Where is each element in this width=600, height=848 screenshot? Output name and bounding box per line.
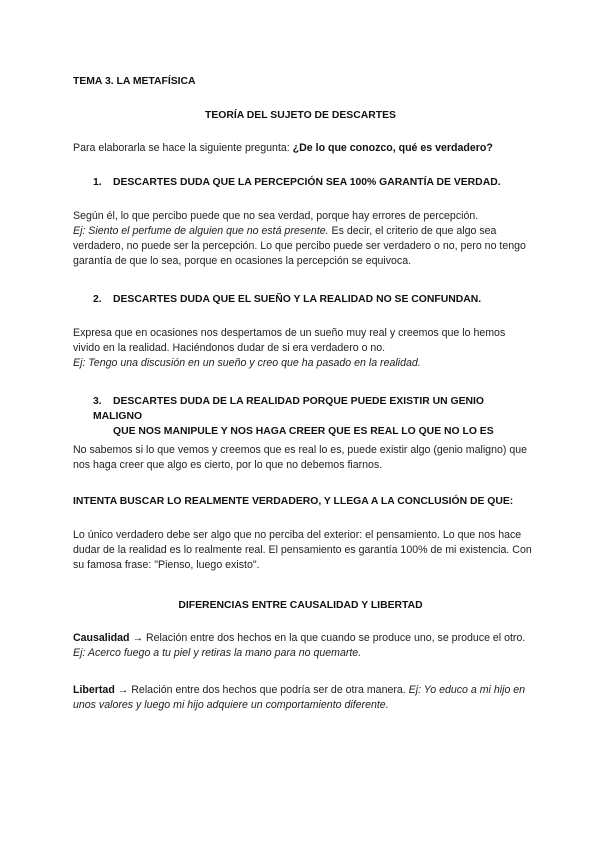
section-2-number: 2. <box>93 294 102 305</box>
causalidad-paragraph <box>73 631 533 661</box>
section-3-number: 3. <box>93 396 102 407</box>
conclusion-heading: INTENTA BUSCAR LO REALMENTE VERDADERO, Y LLEGA A LA CONCLUSIÓN DE QUE: <box>73 496 514 507</box>
section-2-text: Expresa que en ocasiones nos despertamos de un sueño muy real y creemos que lo hemos vivido en la realidad. Haciéndonos dudar de si era verdadero o no. <box>73 327 506 354</box>
section-1-heading-text: DESCARTES DUDA QUE LA PERCEPCIÓN SEA 100% GARANTÍA DE VERDAD. <box>113 177 501 188</box>
section-1-number: 1. <box>93 177 102 188</box>
intro-text: Para elaborarla se hace la siguiente pregunta: <box>73 142 293 154</box>
section-1-body <box>73 209 533 269</box>
differences-heading: DIFERENCIAS ENTRE CAUSALIDAD Y LIBERTAD <box>178 600 423 611</box>
section-3-heading-line2: QUE NOS MANIPULE Y NOS HAGA CREER QUE ES REAL LO QUE NO LO ES <box>113 426 494 437</box>
libertad-text: Relación entre dos hechos que podría ser de otra manera. <box>131 684 409 696</box>
libertad-arrow: → <box>114 684 132 696</box>
document-title: TEMA 3. LA METAFÍSICA <box>73 76 196 87</box>
libertad-paragraph <box>73 683 533 713</box>
libertad-term: Libertad <box>73 684 115 696</box>
conclusion-body: Lo único verdadero debe ser algo que no perciba del exterior: el pensamiento. Lo que nos hace dudar de la realidad es lo realmente real. El pensamiento es garantía 100% de mi existencia. Con su famosa frase: "Pienso, luego existo". <box>73 529 532 571</box>
section-1-line1: Según él, lo que percibo puede que no sea verdad, porque hay errores de percepción. <box>73 210 479 222</box>
causalidad-arrow: → <box>129 632 147 644</box>
section-3-heading-line1: DESCARTES DUDA DE LA REALIDAD PORQUE PUEDE EXISTIR UN GENIO MALIGNO <box>93 396 485 422</box>
intro-question: ¿De lo que conozco, qué es verdadero? <box>292 142 493 154</box>
section-1-heading <box>93 175 533 190</box>
section-2-heading-text: DESCARTES DUDA QUE EL SUEÑO Y LA REALIDAD NO SE CONFUNDAN. <box>113 294 482 305</box>
document-subtitle: TEORÍA DEL SUJETO DE DESCARTES <box>205 110 396 121</box>
section-1-example: Ej: Siento el perfume de alguien que no está presente. <box>73 225 329 237</box>
section-2-heading <box>93 292 533 307</box>
section-2-body <box>73 326 533 371</box>
libertad-example: Ej: Yo educo a mi hijo en unos valores y luego mi hijo adquiere un comportamiento diferente. <box>73 684 526 711</box>
causalidad-term: Causalidad <box>73 632 130 644</box>
section-1-rest: Es decir, el criterio de que algo sea verdadero, no puede ser la percepción. Lo que percibo puede ser verdadero o no, pero no tengo garantía de que lo sea, porque en ocasiones la percepción se equivoca. <box>73 225 526 267</box>
causalidad-example: Ej: Acerco fuego a tu piel y retiras la mano para no quemarte. <box>73 647 362 659</box>
section-2-example: Ej: Tengo una discusión en un sueño y creo que ha pasado en la realidad. <box>73 357 421 369</box>
intro-paragraph <box>73 141 533 156</box>
section-3-body: No sabemos si lo que vemos y creemos que es real lo es, puede existir algo (genio maligno) que nos haga creer que algo es cierto, por lo que no debemos fiarnos. <box>73 444 528 471</box>
section-3-heading <box>93 394 533 439</box>
causalidad-text: Relación entre dos hechos en la que cuando se produce uno, se produce el otro. <box>146 632 526 644</box>
